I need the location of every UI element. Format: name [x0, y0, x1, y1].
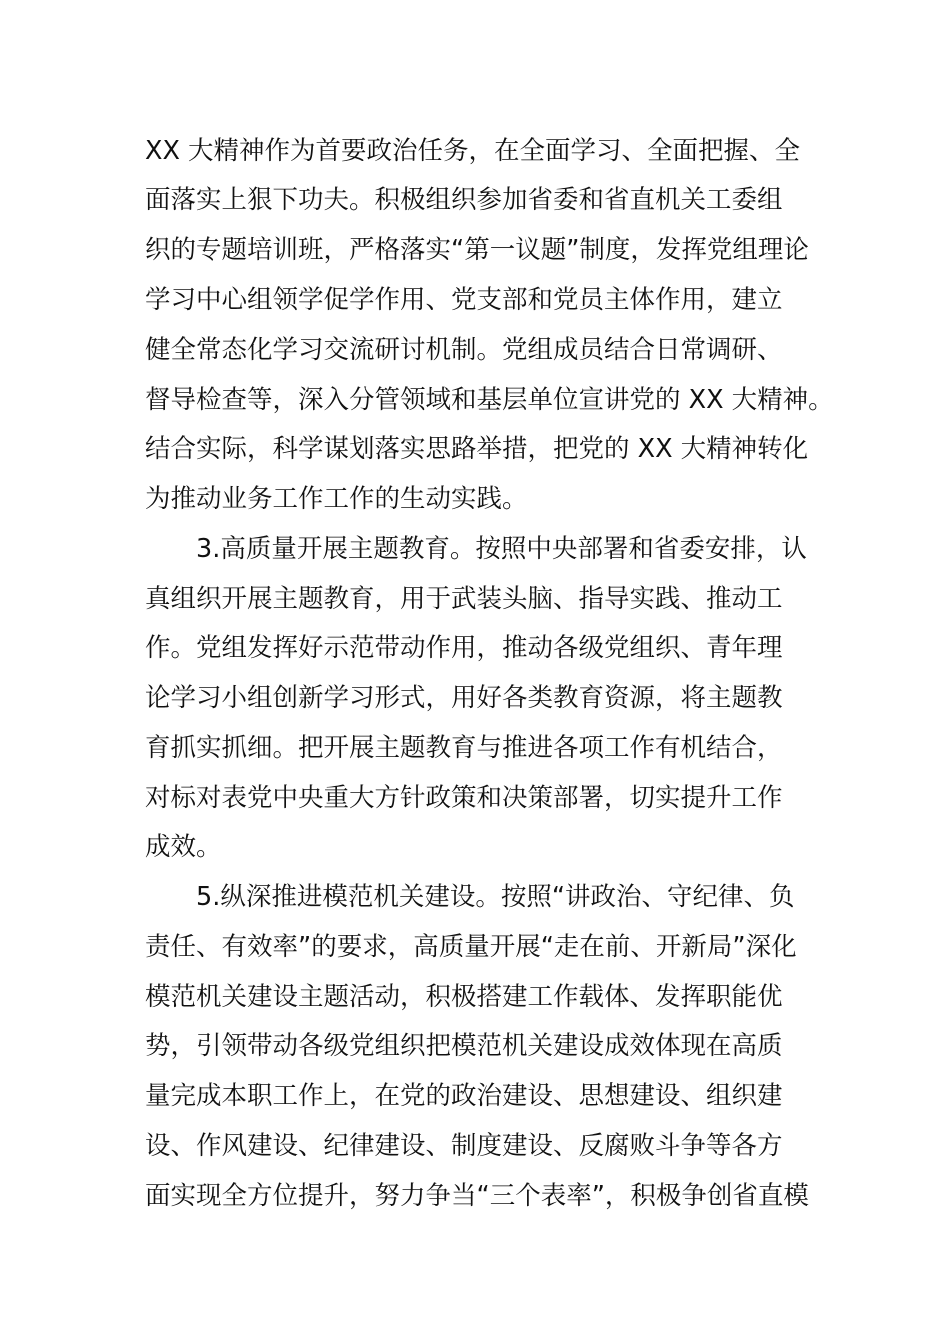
paragraph-line: 结合实际，科学谋划落实思路举措，把党的 XX 大精神转化 — [145, 434, 809, 464]
section-3-heading-line: 3.高质量开展主题教育。按照中央部署和省委安排，认 — [196, 534, 807, 564]
paragraph-line: 面实现全方位提升，努力争当“三个表率”，积极争创省直模 — [145, 1181, 809, 1211]
paragraph-line: 成效。 — [145, 832, 222, 862]
paragraph-line: 健全常态化学习交流研讨机制。党组成员结合日常调研、 — [145, 335, 783, 365]
paragraph-line: 势，引领带动各级党组织把模范机关建设成效体现在高质 — [145, 1031, 783, 1061]
paragraph-line: 责任、有效率”的要求，高质量开展“走在前、开新局”深化 — [145, 932, 797, 962]
paragraph-line: 设、作风建设、纪律建设、制度建设、反腐败斗争等各方 — [145, 1131, 783, 1161]
paragraph-line: 督导检查等，深入分管领域和基层单位宣讲党的 XX 大精神。 — [145, 385, 834, 415]
paragraph-line: 为推动业务工作工作的生动实践。 — [145, 484, 528, 514]
paragraph-line: 对标对表党中央重大方针政策和决策部署，切实提升工作 — [145, 783, 783, 813]
paragraph-line: 面落实上狠下功夫。积极组织参加省委和省直机关工委组 — [145, 185, 783, 215]
paragraph-line: 量完成本职工作上，在党的政治建设、思想建设、组织建 — [145, 1081, 783, 1111]
section-5-heading-line: 5.纵深推进模范机关建设。按照“讲政治、守纪律、负 — [196, 882, 795, 912]
paragraph-line: 育抓实抓细。把开展主题教育与推进各项工作有机结合， — [145, 733, 783, 763]
paragraph-line: 论学习小组创新学习形式，用好各类教育资源，将主题教 — [145, 683, 783, 713]
paragraph-line: 模范机关建设主题活动，积极搭建工作载体、发挥职能优 — [145, 982, 783, 1012]
paragraph-line: 真组织开展主题教育，用于武装头脑、指导实践、推动工 — [145, 584, 783, 614]
paragraph-line: XX 大精神作为首要政治任务，在全面学习、全面把握、全 — [145, 136, 801, 166]
paragraph-line: 织的专题培训班，严格落实“第一议题”制度，发挥党组理论 — [145, 235, 809, 265]
paragraph-line: 作。党组发挥好示范带动作用，推动各级党组织、青年理 — [145, 633, 783, 663]
paragraph-line: 学习中心组领学促学作用、党支部和党员主体作用，建立 — [145, 285, 783, 315]
